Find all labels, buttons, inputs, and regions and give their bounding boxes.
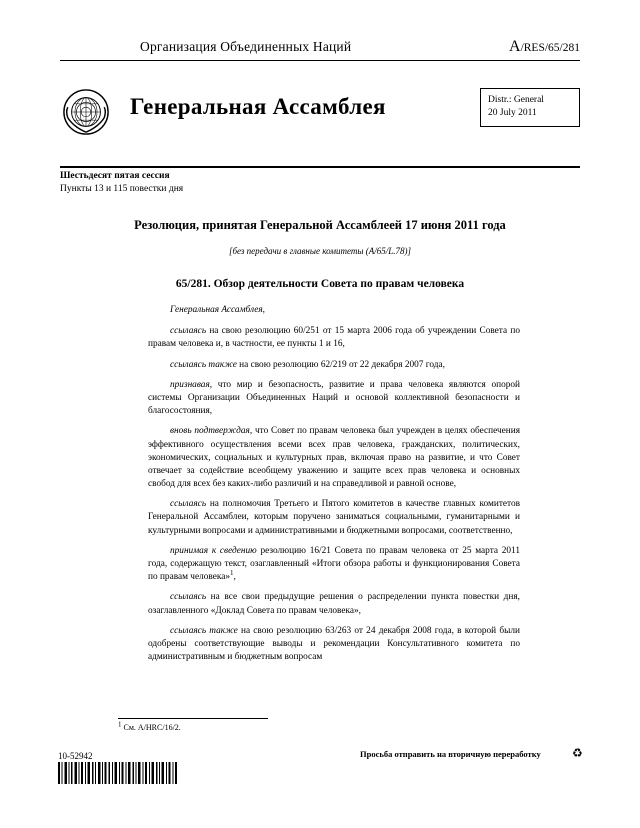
resolution-subtitle: [без передачи в главные комитеты (A/65/L.78)] <box>229 246 411 256</box>
paragraph-tail: , <box>233 572 236 583</box>
session-block <box>60 170 580 197</box>
session-line: Шестьдесят пятая сессия <box>60 171 170 181</box>
footnote-marker: 1 <box>118 720 122 729</box>
recycle-note: Просьба отправить на вторичную переработку <box>360 749 541 759</box>
paragraph-lead: ссылаясь <box>170 592 207 603</box>
body-paragraph-7 <box>148 591 520 617</box>
organization-name: Организация Объединенных Наций <box>140 39 352 54</box>
distribution-label: Distr.: General <box>488 95 544 105</box>
footnote <box>118 720 181 732</box>
distribution-date: 20 July 2011 <box>488 107 537 118</box>
paragraph-lead: ссылаясь также <box>170 359 237 370</box>
un-emblem-icon <box>62 88 110 136</box>
document-symbol-prefix: A <box>509 38 521 55</box>
agenda-items-line: Пункты 13 и 115 повестки дня <box>60 184 184 195</box>
distribution-box <box>480 88 580 127</box>
header-divider <box>60 60 580 61</box>
body-paragraph-4 <box>148 425 520 491</box>
footnote-reference: 1 <box>230 569 234 578</box>
paragraph-text: на все свои предыдущие решения о распределении пункта повестки дня, озаглавленного «Доклад Совета по правам человека», <box>148 592 520 616</box>
paragraph-text: , что мир и безопасность, развитие и права человека являются опорой системы Организации Объединенных Наций и основой коллективной безопасности и благосостояния, <box>148 379 520 417</box>
paragraph-text: на полномочия Третьего и Пятого комитетов в качестве главных комитетов Генеральной Ассамблеи, которым поручено заниматься социальными, гуманитарными и культурными вопросами и административными и бюджетными вопросами, соответственно, <box>148 499 520 536</box>
paragraph-lead: принимая к сведению <box>170 545 257 556</box>
title-divider <box>60 166 580 168</box>
body-paragraph-3 <box>148 379 520 419</box>
paragraph-lead: ссылаясь <box>170 499 207 510</box>
footnote-text: См. A/HRC/16/2. <box>121 723 181 732</box>
recycle-icon: ♻ <box>572 746 583 760</box>
paragraph-text: резолюцию 16/21 Совета по правам человека от 25 марта 2011 года, содержащую текст, озаглавленный «Итоги обзора работы и функционирования Совета по правам человека» <box>148 545 520 583</box>
paragraph-lead: ссылаясь <box>170 326 207 337</box>
page-title: Генеральная Ассамблея <box>130 94 386 119</box>
resolution-number-heading: 65/281. Обзор деятельности Совета по правам человека <box>175 278 465 290</box>
body-paragraph-1 <box>148 325 520 351</box>
masthead <box>60 38 580 56</box>
title-band <box>60 86 580 150</box>
barcode <box>58 762 178 784</box>
paragraph-lead: вновь подтверждая <box>170 426 250 437</box>
footnote-divider <box>118 718 268 719</box>
paragraph-lead: признавая <box>170 379 210 390</box>
body-paragraph-8 <box>148 625 520 665</box>
body-paragraph-2 <box>148 359 520 372</box>
paragraph-text: на свою резолюцию 62/219 от 22 декабря 2007 года, <box>236 359 445 370</box>
paragraph-text: на свою резолюцию 60/251 от 15 марта 2006 года об учреждении Совета по правам человека и, в частности, ее пункты 1 и 16, <box>148 326 520 350</box>
resolution-body <box>148 304 520 671</box>
paragraph-text: , что Совет по правам человека был учрежден в целях обеспечения эффективного осуществления всеми всех прав человека, гражданских, политических, экономических, социальных и культурных прав, включая право на развитие, и что Совет отвечает за содействие всеобщему уважению и защите всех прав человека и основных свобод для всех без каких-либо различий и на справедливой и равной основе, <box>148 426 520 490</box>
paragraph-text: на свою резолюцию 63/263 от 24 декабря 2008 года, в которой были одобрены соответствующие выводы и рекомендации Консультативного комитета по административным и бюджетным вопросам <box>148 625 520 663</box>
document-symbol-rest: /RES/65/281 <box>520 42 580 54</box>
body-paragraph-6 <box>148 545 520 585</box>
body-opening: Генеральная Ассамблея, <box>170 305 265 315</box>
paragraph-lead: ссылаясь также <box>170 625 238 636</box>
body-paragraph-5 <box>148 498 520 538</box>
resolution-title: Резолюция, принятая Генеральной Ассамблеей 17 июня 2011 года <box>134 218 506 232</box>
job-number: 10-52942 <box>58 751 93 761</box>
document-symbol <box>509 38 580 56</box>
